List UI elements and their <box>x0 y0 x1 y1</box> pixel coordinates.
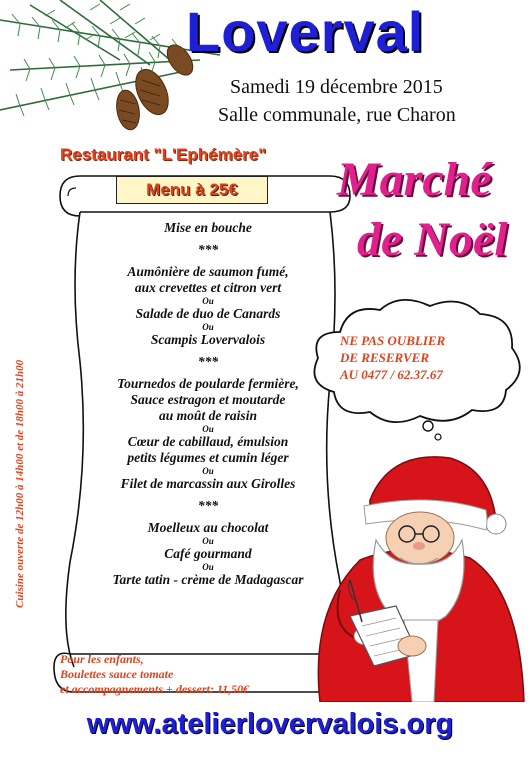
menu-main-1b: Sauce estragon et moutarde <box>130 392 286 407</box>
menu-title-box <box>116 176 268 204</box>
menu-main-1a: Tournedos de poularde fermière, <box>117 376 299 391</box>
menu-title: Menu à 25€ <box>146 180 238 199</box>
market-title-line-1: Marché <box>337 153 492 206</box>
reminder-line-1: NE PAS OUBLIER <box>340 333 446 348</box>
kids-menu <box>60 652 249 697</box>
menu-main-2b: petits légumes et cumin léger <box>127 450 289 465</box>
market-title-line-2: de Noël <box>357 213 508 266</box>
menu-main-1c: au moût de raisin <box>159 408 257 423</box>
menu-starter-2: Salade de duo de Canards <box>135 306 281 321</box>
menu-or: Ou <box>202 562 214 572</box>
menu-dessert-3: Tarte tatin - crème de Madagascar <box>112 572 304 587</box>
menu-dessert-2: Café gourmand <box>164 546 252 561</box>
kids-line-1: Pour les enfants, <box>60 652 144 666</box>
menu-main-3: Filet de marcassin aux Girolles <box>120 476 296 491</box>
menu-starter-1a: Aumônière de saumon fumé, <box>127 264 289 279</box>
menu-dessert-1: Moelleux au chocolat <box>147 520 269 535</box>
website-link[interactable]: www.atelierlovervalois.org <box>86 708 454 740</box>
menu-or: Ou <box>202 296 214 306</box>
restaurant-name: Restaurant "L'Ephémère" <box>60 145 267 164</box>
menu-separator: *** <box>197 354 219 369</box>
kids-line-3: et accompagnements + dessert: 11,50€ <box>60 682 250 696</box>
menu-starter-1b: aux crevettes et citron vert <box>134 280 282 295</box>
reminder-line-3: AU 0477 / 62.37.67 <box>340 367 443 382</box>
reminder-line-2: DE RESERVER <box>340 350 430 365</box>
event-place: Salle communale, rue Charon <box>218 104 456 126</box>
menu-or: Ou <box>202 536 214 546</box>
kitchen-hours: Cuisine ouverte de 12h00 à 14h00 et de 18h00 à 21h00 <box>14 359 26 608</box>
menu-main-2a: Cœur de cabillaud, émulsion <box>127 434 289 449</box>
kids-line-2: Boulettes sauce tomate <box>60 667 174 681</box>
menu-or: Ou <box>202 322 214 332</box>
menu-starter-3: Scampis Lovervalois <box>150 332 266 347</box>
menu-separator: *** <box>197 498 219 513</box>
menu-or: Ou <box>202 466 214 476</box>
menu-separator: *** <box>197 242 219 257</box>
menu-amuse: Mise en bouche <box>164 220 252 235</box>
event-date: Samedi 19 décembre 2015 <box>230 76 443 98</box>
town-title: Loverval <box>186 0 425 63</box>
menu-or: Ou <box>202 424 214 434</box>
santa-claus-image <box>300 440 530 702</box>
reservation-reminder <box>340 332 445 383</box>
